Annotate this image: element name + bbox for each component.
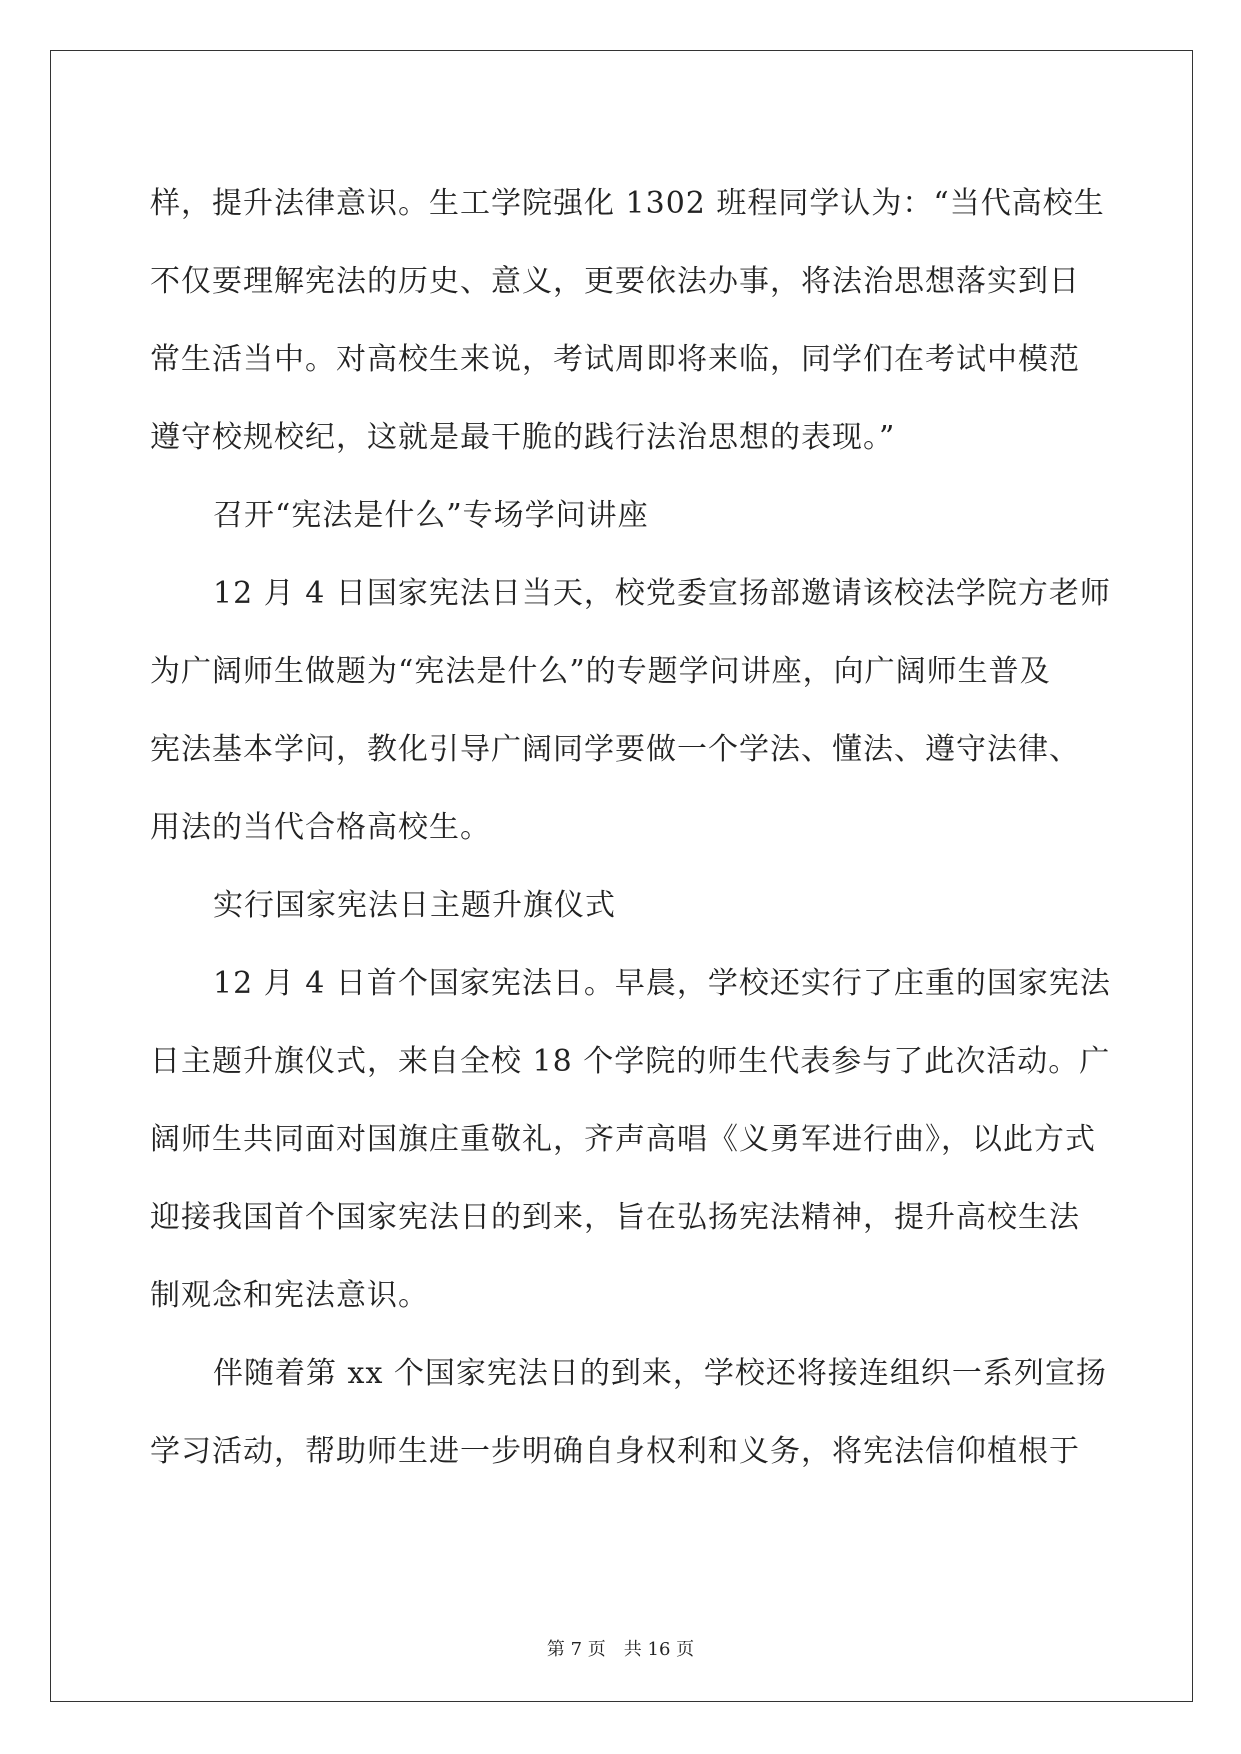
page-number-footer: 第 7 页 共 16 页 <box>546 1639 695 1660</box>
text-line: 用法的当代合格高校生。 <box>150 810 491 845</box>
text-line: 伴随着第 xx 个国家宪法日的到来，学校还将接连组织一系列宣扬 <box>213 1356 1107 1391</box>
text-line: 制观念和宪法意识。 <box>150 1278 429 1313</box>
text-line: 为广阔师生做题为“宪法是什么”的专题学问讲座，向广阔师生普及 <box>150 654 1051 689</box>
text-line: 宪法基本学问，教化引导广阔同学要做一个学法、懂法、遵守法律、 <box>150 732 1080 767</box>
text-line: 12 月 4 日国家宪法日当天，校党委宣扬部邀请该校法学院方老师 <box>213 576 1111 611</box>
document-body <box>150 165 1111 1491</box>
section-heading: 召开“宪法是什么”专场学问讲座 <box>213 498 649 533</box>
text-line: 学习活动，帮助师生进一步明确自身权利和义务，将宪法信仰植根于 <box>150 1434 1080 1469</box>
text-line: 样，提升法律意识。生工学院强化 1302 班程同学认为：“当代高校生 <box>150 186 1105 221</box>
text-line: 迎接我国首个国家宪法日的到来，旨在弘扬宪法精神，提升高校生法 <box>150 1200 1080 1235</box>
text-line: 12 月 4 日首个国家宪法日。早晨，学校还实行了庄重的国家宪法 <box>213 966 1111 1001</box>
text-line: 日主题升旗仪式，来自全校 18 个学院的师生代表参与了此次活动。广 <box>150 1044 1111 1079</box>
section-heading: 实行国家宪法日主题升旗仪式 <box>213 888 616 923</box>
text-line: 不仅要理解宪法的历史、意义，更要依法办事，将法治思想落实到日 <box>150 264 1080 299</box>
text-line: 常生活当中。对高校生来说，考试周即将来临，同学们在考试中模范 <box>150 342 1080 377</box>
text-line: 阔师生共同面对国旗庄重敬礼，齐声高唱《义勇军进行曲》，以此方式 <box>150 1122 1096 1157</box>
text-line: 遵守校规校纪，这就是最干脆的践行法治思想的表现。” <box>150 420 896 455</box>
